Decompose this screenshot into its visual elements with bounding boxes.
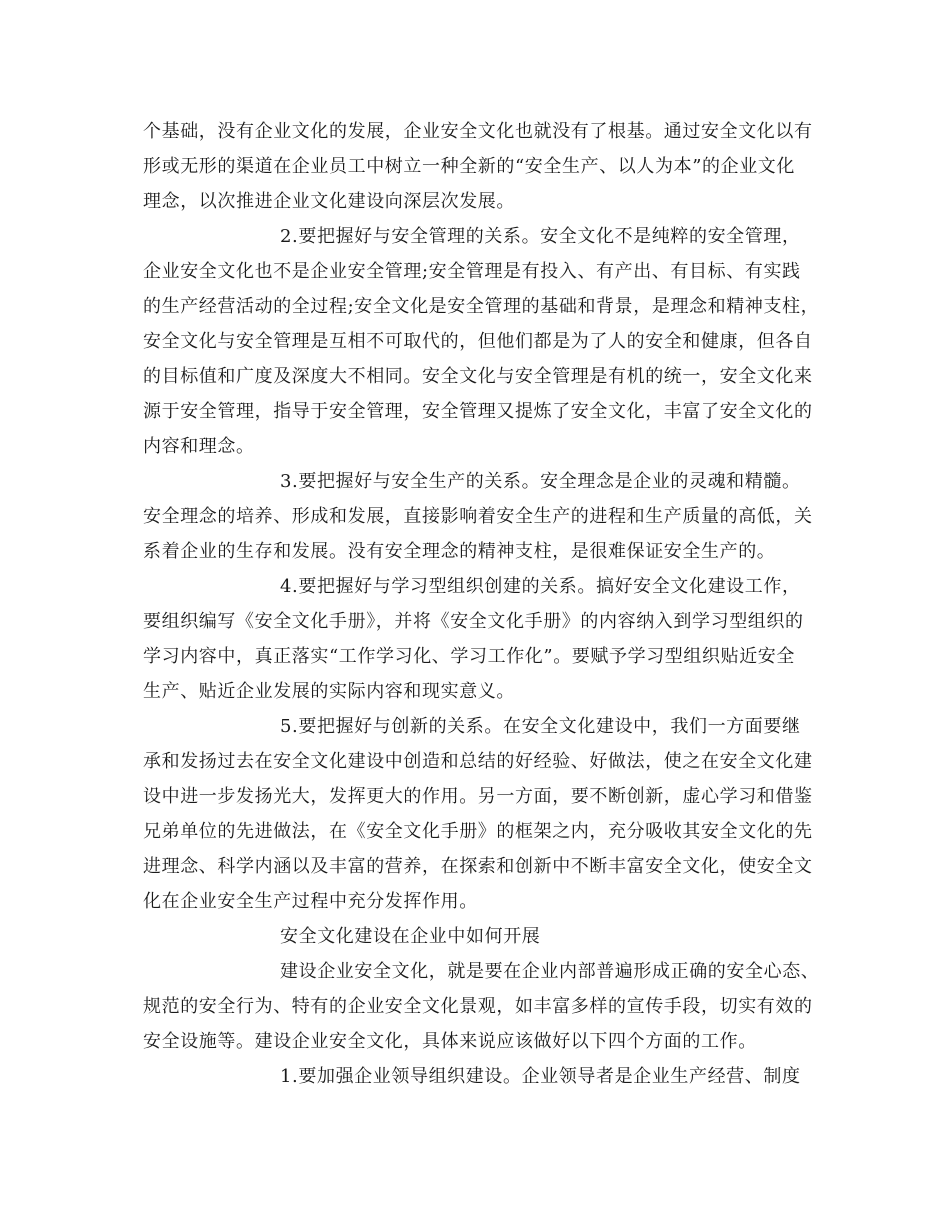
text-line: 生产、贴近企业发展的实际内容和现实意义。 (143, 681, 515, 702)
text-line: 化在企业安全生产过程中充分发挥作用。 (143, 891, 478, 912)
text-line: 规范的安全行为、特有的企业安全文化景观，如丰富多样的宣传手段，切实有效的 (143, 996, 813, 1017)
text-line: 安全理念的培养、形成和发展，直接影响着安全生产的进程和生产质量的高低，关 (143, 506, 813, 527)
text-line: 安全设施等。建设企业安全文化，具体来说应该做好以下四个方面的工作。 (143, 1031, 757, 1052)
text-line: 承和发扬过去在安全文化建设中创造和总结的好经验、好做法，使之在安全文化建 (143, 751, 813, 772)
paragraph-start: 2.要把握好与安全管理的关系。安全文化不是纯粹的安全管理， (280, 226, 801, 247)
text-line: 的目标值和广度及深度大不相同。安全文化与安全管理是有机的统一，安全文化来 (143, 366, 813, 387)
section-heading: 安全文化建设在企业中如何开展 (280, 926, 541, 947)
text-line: 的生产经营活动的全过程;安全文化是安全管理的基础和背景，是理念和精神支柱， (143, 296, 820, 317)
paragraph-start: 1.要加强企业领导组织建设。企业领导者是企业生产经营、制度 (280, 1066, 801, 1087)
text-line: 安全文化与安全管理是互相不可取代的，但他们都是为了人的安全和健康，但各自 (143, 331, 813, 352)
paragraph-start: 建设企业安全文化，就是要在企业内部普遍形成正确的安全心态、 (280, 961, 820, 982)
paragraph-start: 3.要把握好与安全生产的关系。安全理念是企业的灵魂和精髓。 (280, 471, 801, 492)
text-line: 形或无形的渠道在企业员工中树立一种全新的“安全生产、以人为本”的企业文化 (143, 156, 796, 177)
text-line: 源于安全管理，指导于安全管理，安全管理又提炼了安全文化，丰富了安全文化的 (143, 401, 813, 422)
text-line: 系着企业的生存和发展。没有安全理念的精神支柱，是很难保证安全生产的。 (143, 541, 776, 562)
text-line: 设中进一步发扬光大，发挥更大的作用。另一方面，要不断创新，虚心学习和借鉴 (143, 786, 813, 807)
paragraph-start: 5.要把握好与创新的关系。在安全文化建设中，我们一方面要继 (280, 716, 801, 737)
text-line: 内容和理念。 (143, 436, 255, 457)
text-line: 个基础，没有企业文化的发展，企业安全文化也就没有了根基。通过安全文化以有 (143, 121, 813, 142)
paragraph-start: 4.要把握好与学习型组织创建的关系。搞好安全文化建设工作， (280, 576, 801, 597)
text-line: 理念，以次推进企业文化建设向深层次发展。 (143, 191, 515, 212)
text-line: 要组织编写《安全文化手册》，并将《安全文化手册》的内容纳入到学习型组织的 (143, 611, 804, 632)
text-line: 学习内容中，真正落实“工作学习化、学习工作化”。要赋予学习型组织贴近安全 (143, 646, 796, 667)
text-line: 企业安全文化也不是企业安全管理;安全管理是有投入、有产出、有目标、有实践 (143, 261, 801, 282)
text-line: 兄弟单位的先进做法，在《安全文化手册》的框架之内，充分吸收其安全文化的先 (143, 821, 813, 842)
text-line: 进理念、科学内涵以及丰富的营养，在探索和创新中不断丰富安全文化，使安全文 (143, 856, 813, 877)
